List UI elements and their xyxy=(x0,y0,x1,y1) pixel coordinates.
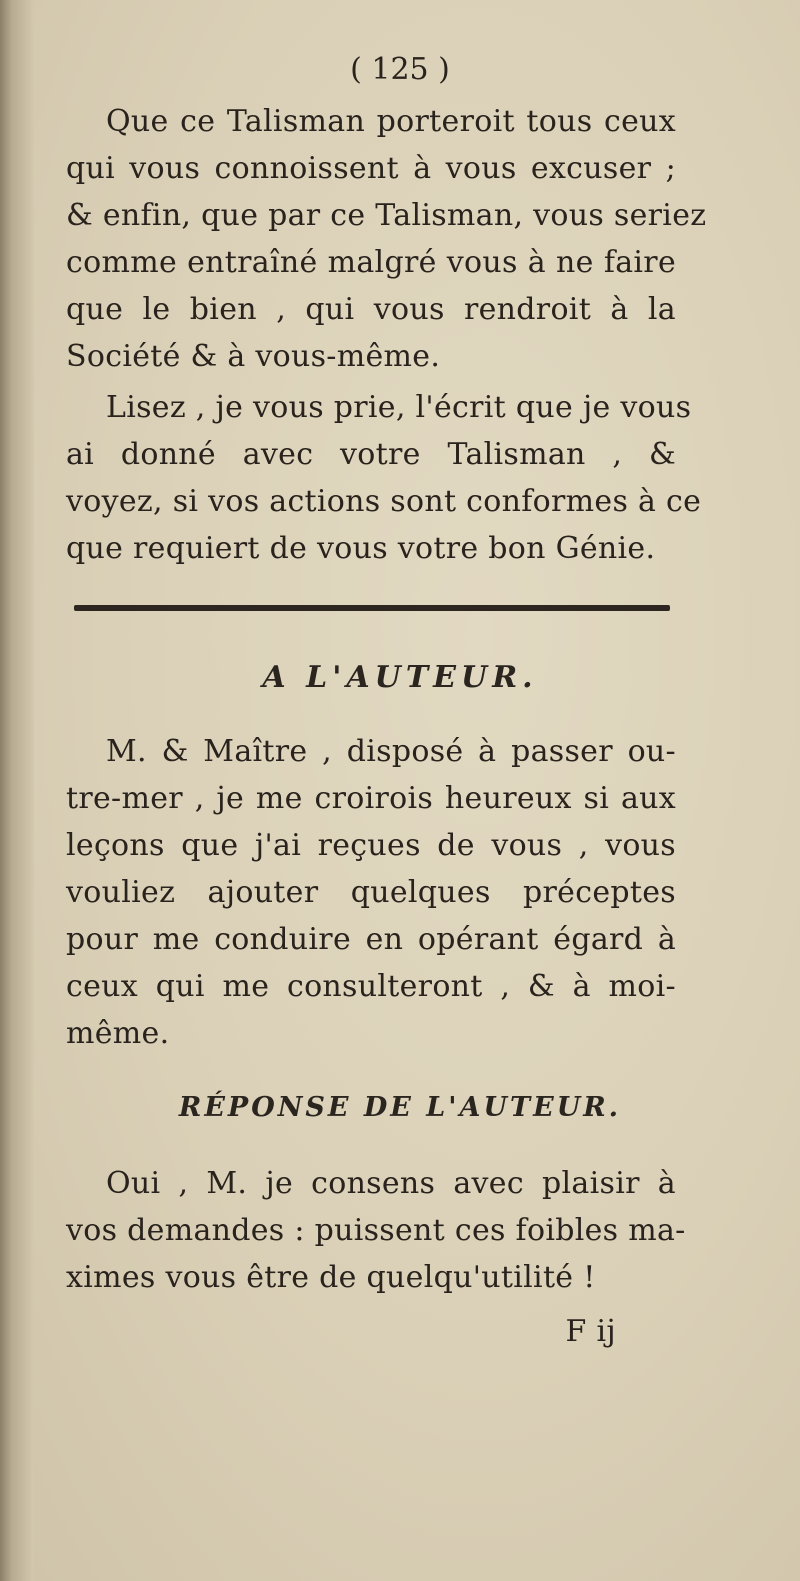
text-line: leçons que j'ai reçues de vous , vous xyxy=(66,828,676,863)
text-line: Oui , M. je consens avec plaisir à xyxy=(106,1166,676,1201)
text-line: qui vous connoissent à vous excuser ; xyxy=(66,151,676,186)
section-divider xyxy=(74,605,670,611)
text-line: ximes vous être de quelqu'utilité ! xyxy=(66,1260,596,1295)
text-line: pour me conduire en opérant égard à xyxy=(66,922,676,957)
text-line: Lisez , je vous prie, l'écrit que je vous xyxy=(106,390,692,425)
text-line: vouliez ajouter quelques préceptes xyxy=(66,875,676,910)
text-line: vos demandes : puissent ces foibles ma- xyxy=(66,1213,686,1248)
text-line: ai donné avec votre Talisman , & xyxy=(66,437,676,472)
page-number: ( 125 ) xyxy=(350,52,450,87)
heading-a-l-auteur: A L'AUTEUR. xyxy=(262,660,538,695)
paragraph-3 xyxy=(66,728,676,1057)
heading-reponse-de-l-auteur: RÉPONSE DE L'AUTEUR. xyxy=(178,1092,622,1123)
paragraph-2 xyxy=(66,384,702,572)
paragraph-1 xyxy=(66,98,707,380)
text-line: que le bien , qui vous rendroit à la xyxy=(66,292,676,327)
text-line: comme entraîné malgré vous à ne faire xyxy=(66,245,676,280)
signature-mark: F ij xyxy=(565,1314,616,1349)
paragraph-4 xyxy=(66,1160,686,1301)
text-line: Que ce Talisman porteroit tous ceux xyxy=(106,104,676,139)
text-line: voyez, si vos actions sont conformes à ce xyxy=(66,484,702,519)
text-line: Société & à vous-même. xyxy=(66,339,441,374)
text-line: M. & Maître , disposé à passer ou- xyxy=(106,734,676,769)
text-line: même. xyxy=(66,1016,170,1051)
text-line: que requiert de vous votre bon Génie. xyxy=(66,531,656,566)
text-line: & enfin, que par ce Talisman, vous seriez xyxy=(66,198,707,233)
page-gutter xyxy=(0,0,34,1581)
text-line: tre-mer , je me croirois heureux si aux xyxy=(66,781,676,816)
signature-mark-container xyxy=(66,1308,676,1355)
text-line: ceux qui me consulteront , & à moi- xyxy=(66,969,676,1004)
